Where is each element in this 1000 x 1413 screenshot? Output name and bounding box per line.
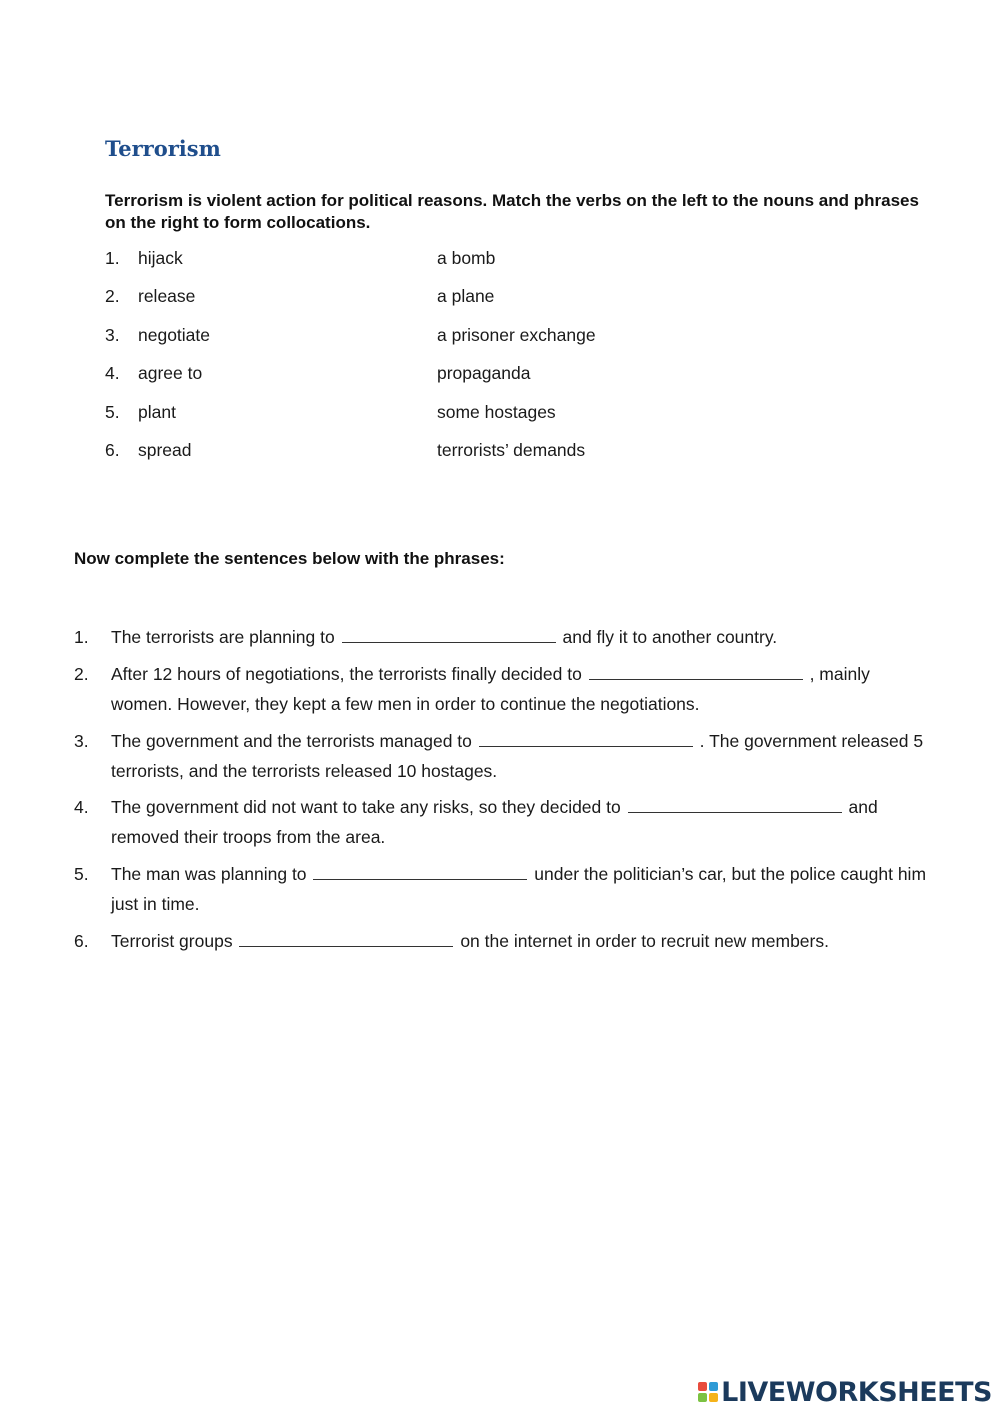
sentence-item <box>74 926 934 956</box>
answer-blank[interactable] <box>479 726 693 747</box>
logo-text: LIVEWORKSHEETS <box>721 1376 992 1408</box>
sentence-item <box>74 622 934 652</box>
answer-blank[interactable] <box>589 659 803 680</box>
match-noun: a plane <box>437 286 495 307</box>
page-title: Terrorism <box>105 136 221 161</box>
sentence-number: 6. <box>74 931 89 951</box>
sentence-number: 2. <box>74 664 89 684</box>
match-noun: terrorists’ demands <box>437 439 586 460</box>
match-row <box>105 323 705 361</box>
match-number: 2. <box>105 286 120 307</box>
sentence-item <box>74 726 934 786</box>
sentence-number: 1. <box>74 627 89 647</box>
answer-blank[interactable] <box>313 859 527 880</box>
match-row <box>105 246 705 284</box>
logo-square <box>698 1382 707 1391</box>
match-row <box>105 361 705 399</box>
match-verb: agree to <box>138 363 203 384</box>
sentence-text: and fly it to another country. <box>562 627 778 647</box>
logo-square <box>698 1393 707 1402</box>
match-verb: plant <box>138 401 176 422</box>
match-verb: spread <box>138 439 192 460</box>
instructions: Terrorism is violent action for political reasons. Match the verbs on the left to the nouns and phrases on the right to form collocations. <box>105 191 919 232</box>
sentence-number: 4. <box>74 797 89 817</box>
sentence-number: 3. <box>74 731 89 751</box>
match-row <box>105 400 705 438</box>
sentence-text: Terrorist groups <box>111 931 233 951</box>
sentence-text: The man was planning to <box>111 864 307 884</box>
answer-blank[interactable] <box>239 926 453 947</box>
logo-square <box>709 1382 718 1391</box>
liveworksheets-logo <box>698 1377 992 1407</box>
answer-blank[interactable] <box>342 622 556 643</box>
sentence-text: . The government released 5 terrorists, and the terrorists released 10 hostages. <box>111 731 924 781</box>
match-noun: some hostages <box>437 401 556 422</box>
sentence-item <box>74 659 934 719</box>
match-noun: a prisoner exchange <box>437 324 596 345</box>
sentence-text: The government and the terrorists managed to <box>111 731 472 751</box>
sentence-item <box>74 859 934 919</box>
answer-blank[interactable] <box>628 792 842 813</box>
section-heading: Now complete the sentences below with the phrases: <box>74 549 505 568</box>
match-number: 6. <box>105 439 120 460</box>
match-number: 4. <box>105 363 120 384</box>
logo-icon <box>698 1382 718 1402</box>
match-number: 1. <box>105 248 120 268</box>
sentence-text: and removed their troops from the area. <box>111 797 878 847</box>
collocation-list <box>105 246 705 476</box>
match-noun: propaganda <box>437 363 531 384</box>
sentence-text: on the internet in order to recruit new members. <box>460 931 829 951</box>
sentence-text: After 12 hours of negotiations, the terrorists finally decided to <box>111 664 582 684</box>
sentence-text: The government did not want to take any risks, so they decided to <box>111 797 621 817</box>
match-verb: negotiate <box>138 324 211 345</box>
match-number: 5. <box>105 401 120 422</box>
sentence-text: The terrorists are planning to <box>111 627 335 647</box>
sentence-text: under the politician’s car, but the police caught him just in time. <box>111 864 927 914</box>
match-row <box>105 284 705 322</box>
sentence-text: , mainly women. However, they kept a few men in order to continue the negotiations. <box>111 664 870 714</box>
match-row <box>105 438 705 476</box>
logo-square <box>709 1393 718 1402</box>
sentence-item <box>74 792 934 852</box>
sentence-number: 5. <box>74 864 89 884</box>
match-number: 3. <box>105 324 120 345</box>
match-noun: a bomb <box>437 248 496 268</box>
match-verb: hijack <box>138 248 183 268</box>
match-verb: release <box>138 286 196 307</box>
